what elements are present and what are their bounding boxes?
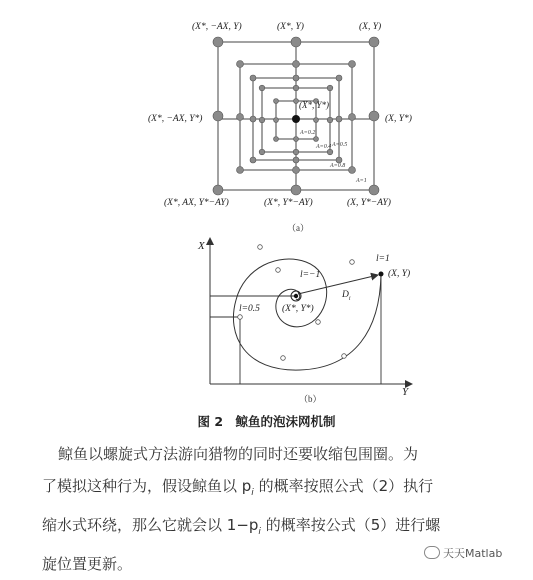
spiral-node <box>258 245 263 250</box>
label-bot-right: (X, Y*−AY) <box>347 198 391 208</box>
label-top-right: (X, Y) <box>359 22 382 32</box>
label-a08: A=0.8 <box>330 163 346 169</box>
axis-x-label: X <box>198 240 205 252</box>
label-distance: $D_i$ <box>342 290 351 302</box>
label-center-b: (X*, Y*) <box>282 304 314 314</box>
label-center-a: (X*, Y*) <box>299 100 329 110</box>
sublabel-b: （b） <box>299 394 322 404</box>
label-a02: A=0.2 <box>300 130 316 136</box>
label-point-xy: (X, Y) <box>388 269 411 279</box>
spiral-node <box>316 320 321 325</box>
label-mid-right: (X, Y*) <box>385 114 412 124</box>
spiral-node <box>238 315 243 320</box>
spiral-node <box>281 356 286 361</box>
center-node-b <box>294 294 298 298</box>
spiral-node <box>342 354 347 359</box>
paragraph-line-4: 旋位置更新。 <box>42 555 133 573</box>
prey-point <box>379 272 384 277</box>
spiral-node <box>350 260 355 265</box>
axis-y-label: Y <box>402 386 409 398</box>
watermark: 天天Matlab <box>424 545 502 561</box>
figure-caption: 图 2 鲸鱼的泡沫网机制 <box>197 414 336 429</box>
wechat-icon <box>424 546 440 559</box>
spiral-node <box>276 268 281 273</box>
label-mid-left: (X*, −AX, Y*) <box>148 114 203 124</box>
label-l05: l=0.5 <box>239 304 260 314</box>
sublabel-a: （a） <box>287 223 309 233</box>
paragraph-line-2: 了模拟这种行为，假设鲸鱼以 $p_i$ 的概率按照公式（2）执行 <box>42 477 434 498</box>
label-bot-mid: (X*, Y*−AY) <box>264 198 313 208</box>
label-a05: A=0.5 <box>332 142 348 148</box>
paragraph-line-3: 缩水式环绕，那么它就会以 $1-p_i$ 的概率按公式（5）进行螺 <box>42 516 441 537</box>
label-l-minus1: l=−1 <box>300 270 321 280</box>
label-top-left: (X*, −AX, Y) <box>192 22 242 32</box>
label-l1: l=1 <box>376 254 390 264</box>
label-bot-left: (X*, AX, Y*−AY) <box>164 198 229 208</box>
paragraph-line-1: 鲸鱼以螺旋式方法游向猎物的同时还要收缩包围圈。为 <box>58 445 419 463</box>
label-a1: A=1 <box>356 178 367 184</box>
label-a04: A=0.4 <box>316 144 332 150</box>
label-top-mid: (X*, Y) <box>277 22 304 32</box>
